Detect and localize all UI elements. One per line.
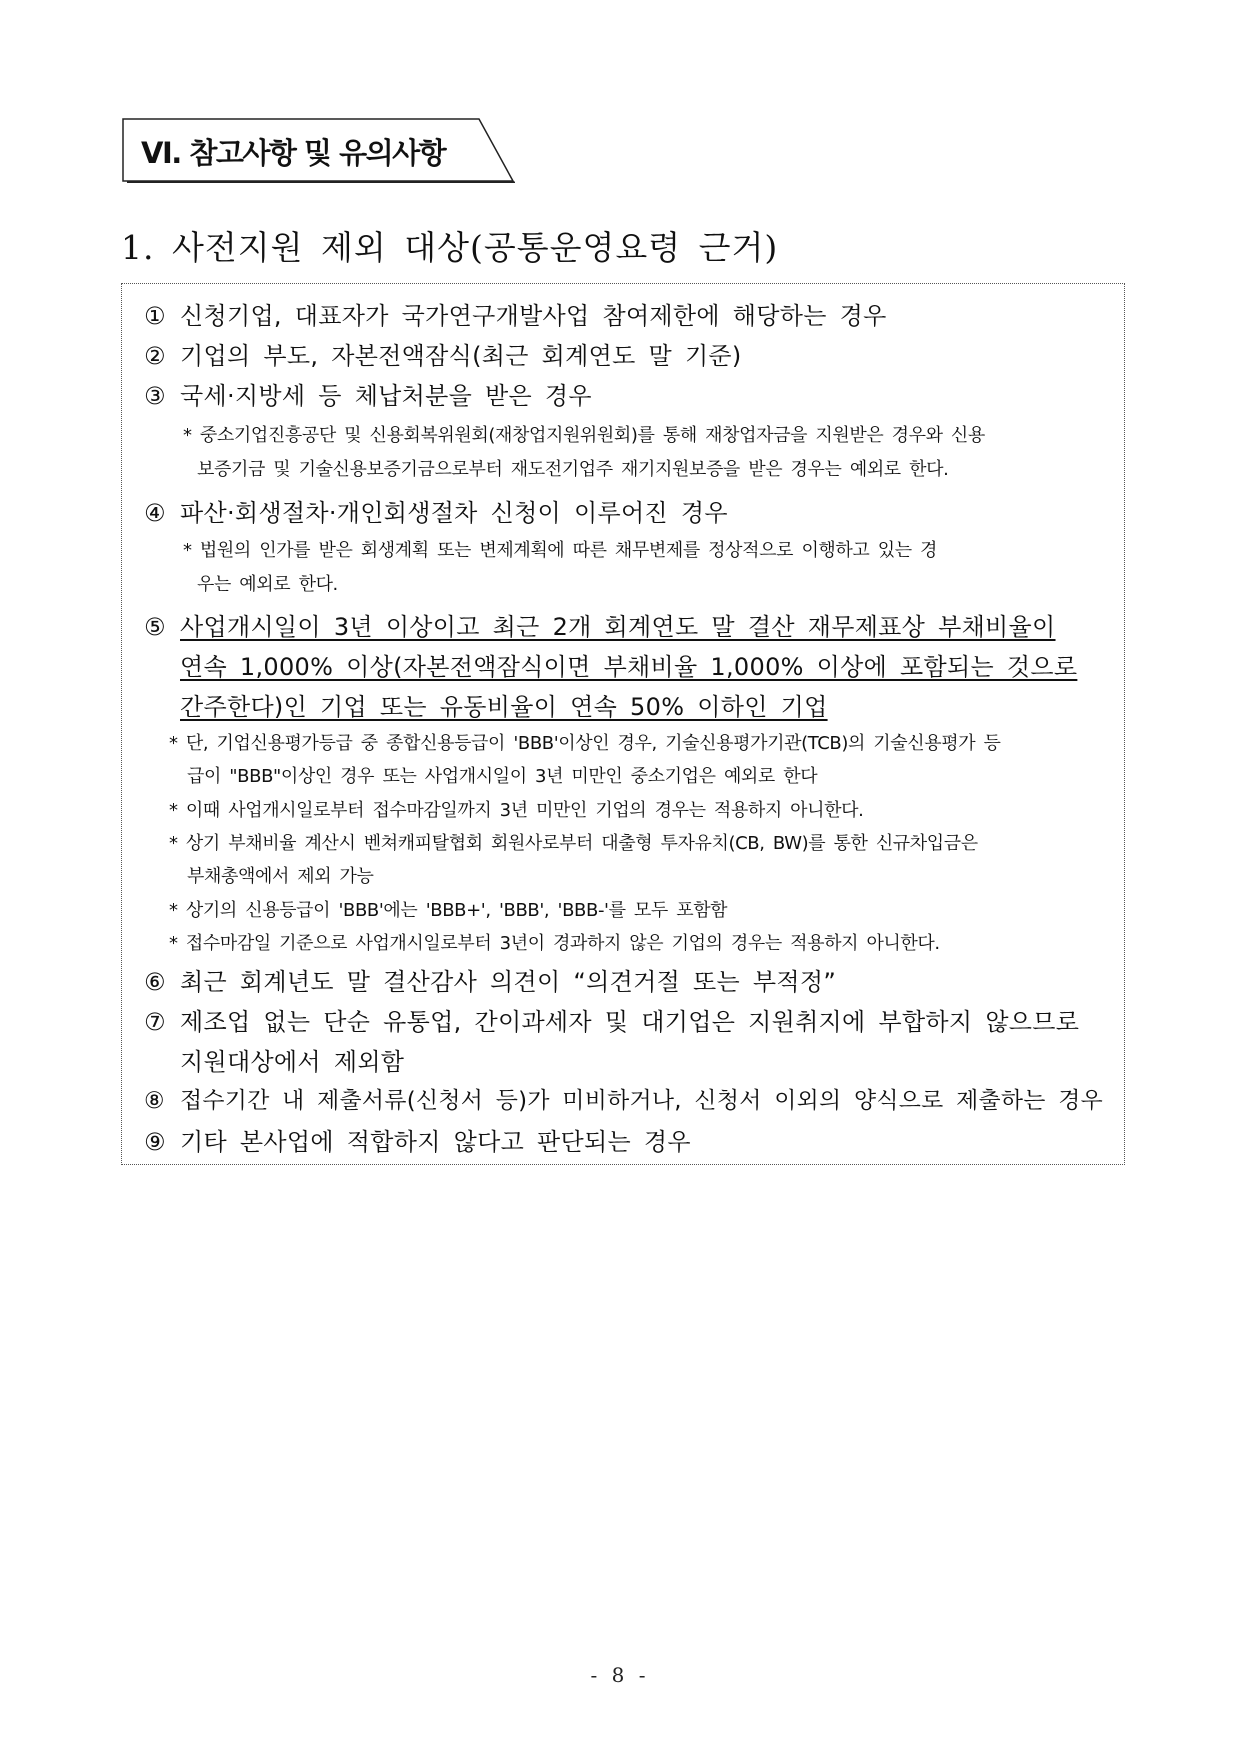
page-number: - 8 - xyxy=(590,1663,650,1687)
item-3-note-line-2: 보증기금 및 기술신용보증기금으로부터 재도전기업주 재기지원보증을 받은 경우는 예외로 한다. xyxy=(197,459,949,480)
item-number: ⑧ xyxy=(144,1088,165,1114)
item-text: 국세·지방세 등 체납처분을 받은 경우 xyxy=(180,382,592,410)
item-text: 기업의 부도, 자본전액잠식(최근 회계연도 말 기준) xyxy=(180,342,742,370)
list-item-1 xyxy=(144,296,887,331)
item-3-note-line-1: * 중소기업진흥공단 및 신용회복위원회(재창업지원위원회)를 통해 재창업자금을 지원받은 경우와 신용 xyxy=(183,425,985,446)
item-text: 파산·회생절차·개인회생절차 신청이 이루어진 경우 xyxy=(180,499,728,527)
item-number: ① xyxy=(144,302,166,330)
item-7-line-2: 지원대상에서 제외함 xyxy=(180,1048,405,1076)
item-text: 연속 1,000% 이상(자본전액잠식이면 부채비율 1,000% 이상에 포함되는 것으로 xyxy=(180,653,1078,681)
subsection-title: 1. 사전지원 제외 대상(공통운영요령 근거) xyxy=(121,228,779,267)
item-5-note-5: * 접수마감일 기준으로 사업개시일로부터 3년이 경과하지 않은 기업의 경우는 적용하지 아니한다. xyxy=(169,933,940,954)
item-5-line-3 xyxy=(180,687,828,722)
item-5-note-3-line-1: * 상기 부채비율 계산시 벤쳐캐피탈협회 회원사로부터 대출형 투자유치(CB, BW)를 통한 신규차입금은 xyxy=(169,833,978,854)
item-5-note-3-line-2: 부채총액에서 제외 가능 xyxy=(187,866,374,887)
list-item-4 xyxy=(144,493,728,528)
item-text: 사업개시일이 3년 이상이고 최근 2개 회계연도 말 결산 재무제표상 부채비율이 xyxy=(180,613,1056,641)
item-number: ② xyxy=(144,342,166,370)
item-5-note-1-line-1: * 단, 기업신용평가등급 중 종합신용등급이 'BBB'이상인 경우, 기술신용평가기관(TCB)의 기술신용평가 등 xyxy=(169,733,1001,754)
section-heading-tab xyxy=(121,117,516,183)
item-4-note-line-1: * 법원의 인가를 받은 회생계획 또는 변제계획에 따른 채무변제를 정상적으로 이행하고 있는 경 xyxy=(183,540,938,561)
item-4-note-line-2: 우는 예외로 한다. xyxy=(197,574,338,595)
item-number: ⑤ xyxy=(144,613,166,641)
item-5-note-4: * 상기의 신용등급이 'BBB'에는 'BBB+', 'BBB', 'BBB-'를 모두 포함함 xyxy=(169,900,728,921)
list-item-8 xyxy=(144,1082,1103,1115)
list-item-6 xyxy=(144,962,836,997)
item-number: ③ xyxy=(144,382,166,410)
list-item-7 xyxy=(144,1002,1079,1037)
item-text: 간주한다)인 기업 또는 유동비율이 연속 50% 이하인 기업 xyxy=(180,693,828,721)
item-number: ⑨ xyxy=(144,1128,166,1156)
item-number: ④ xyxy=(144,499,166,527)
item-text: 신청기업, 대표자가 국가연구개발사업 참여제한에 해당하는 경우 xyxy=(180,302,887,330)
item-5-note-2: * 이때 사업개시일로부터 접수마감일까지 3년 미만인 기업의 경우는 적용하지 아니한다. xyxy=(169,800,864,821)
item-5-note-1-line-2: 급이 "BBB"이상인 경우 또는 사업개시일이 3년 미만인 중소기업은 예외로 한다 xyxy=(187,766,818,787)
list-item-9 xyxy=(144,1122,691,1157)
item-text: 제조업 없는 단순 유통업, 간이과세자 및 대기업은 지원취지에 부합하지 않으므로 xyxy=(180,1008,1080,1036)
item-text: 접수기간 내 제출서류(신청서 등)가 미비하거나, 신청서 이외의 양식으로 제출하는 경우 xyxy=(180,1088,1104,1114)
item-text: 최근 회계년도 말 결산감사 의견이 “의견거절 또는 부적정” xyxy=(180,968,837,996)
item-text: 기타 본사업에 적합하지 않다고 판단되는 경우 xyxy=(180,1128,691,1156)
list-item-2 xyxy=(144,336,742,371)
item-number: ⑥ xyxy=(144,968,166,996)
item-5-line-2 xyxy=(180,647,1077,682)
list-item-5 xyxy=(144,607,1056,642)
item-number: ⑦ xyxy=(144,1008,166,1036)
section-heading: VI. 참고사항 및 유의사항 xyxy=(141,136,446,170)
list-item-3 xyxy=(144,376,592,411)
